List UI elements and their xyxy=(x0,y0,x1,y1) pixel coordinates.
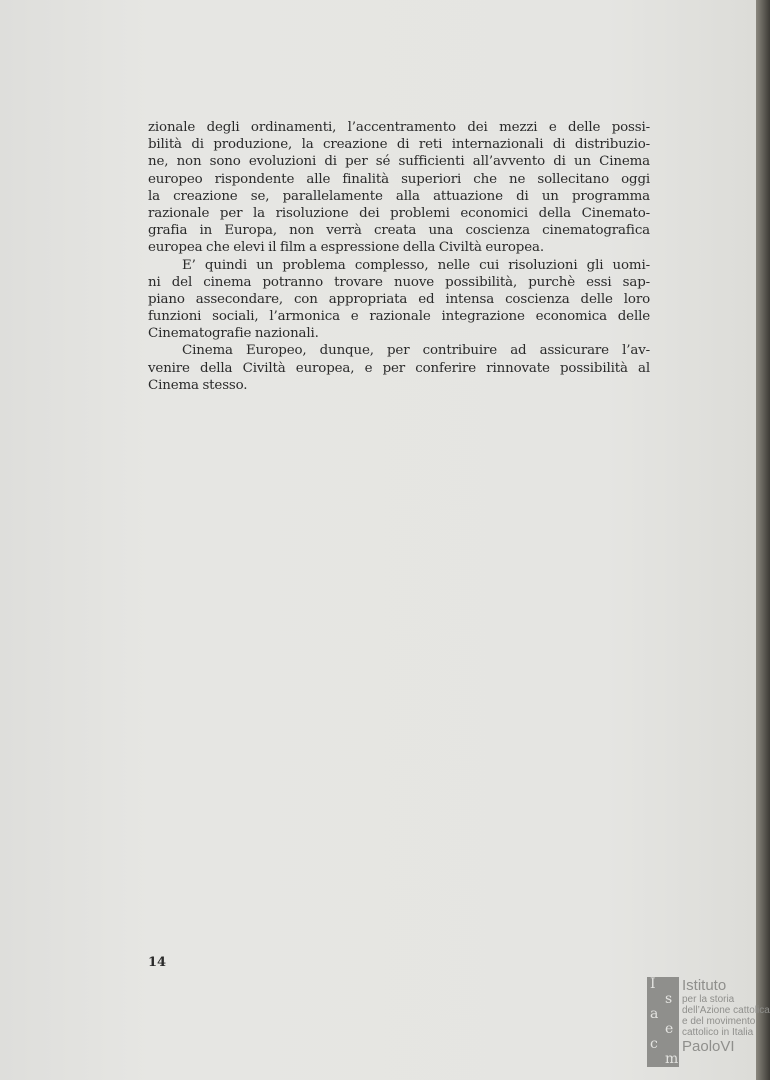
logo-letter: m xyxy=(665,1051,679,1067)
text-line: venire della Civiltà europea, e per conferire rinnovate possibilità al xyxy=(148,360,650,376)
text-line: Cinematografie nazionali. xyxy=(148,326,319,342)
text-line: europeo rispondente alle finalità superiori che ne sollecitano oggi xyxy=(148,171,650,187)
logo-line: dell’Azione cattolica xyxy=(682,1005,770,1016)
logo-line: per la storia xyxy=(682,994,735,1005)
paragraph-2 xyxy=(148,257,650,343)
text-line: Cinema stesso. xyxy=(148,377,248,393)
logo-letter: c xyxy=(650,1036,658,1052)
logo-line: PaoloVI xyxy=(682,1038,735,1055)
isacem-watermark-logo xyxy=(645,976,770,1067)
text-line: bilità di produzione, la creazione di reti internazionali di distribuzio- xyxy=(148,137,650,153)
paragraph-1 xyxy=(148,119,650,257)
logo-letter: s xyxy=(665,991,673,1007)
text-line: razionale per la risoluzione dei problemi economici della Cinemato- xyxy=(148,205,650,221)
text-line: ne, non sono evoluzioni di per sé sufficienti all’avvento di un Cinema xyxy=(148,154,650,170)
text-line: zionale degli ordinamenti, l’accentramento dei mezzi e delle possi- xyxy=(148,120,650,135)
page-number: 14 xyxy=(148,955,167,970)
logo-letter: a xyxy=(650,1006,659,1022)
paragraph-3 xyxy=(148,342,650,394)
text-line: funzioni sociali, l’armonica e razionale integrazione economica delle xyxy=(148,309,650,325)
logo-text xyxy=(682,977,770,1055)
text-line: E’ quindi un problema complesso, nelle cui risoluzioni gli uomi- xyxy=(182,257,650,273)
text-line: Cinema Europeo, dunque, per contribuire ad assicurare l’av- xyxy=(182,343,650,359)
logo-letter: e xyxy=(665,1021,674,1037)
text-line: la creazione se, parallelamente alla attuazione di un programma xyxy=(148,188,650,204)
book-edge xyxy=(756,0,770,1080)
logo-line: e del movimento xyxy=(682,1016,756,1027)
text-line: piano assecondare, con appropriata ed intensa coscienza delle loro xyxy=(148,291,650,307)
logo-monogram xyxy=(647,977,679,1067)
logo-letter: I xyxy=(650,976,656,992)
text-line: ni del cinema potranno trovare nuove possibilità, purchè essi sap- xyxy=(148,274,650,290)
logo-line: cattolico in Italia xyxy=(682,1027,754,1038)
body-text xyxy=(148,119,650,394)
logo-line: Istituto xyxy=(682,977,727,994)
text-line: europea che elevi il film a espressione della Civiltà europea. xyxy=(148,240,544,256)
text-line: grafia in Europa, non verrà creata una coscienza cinematografica xyxy=(148,223,650,239)
